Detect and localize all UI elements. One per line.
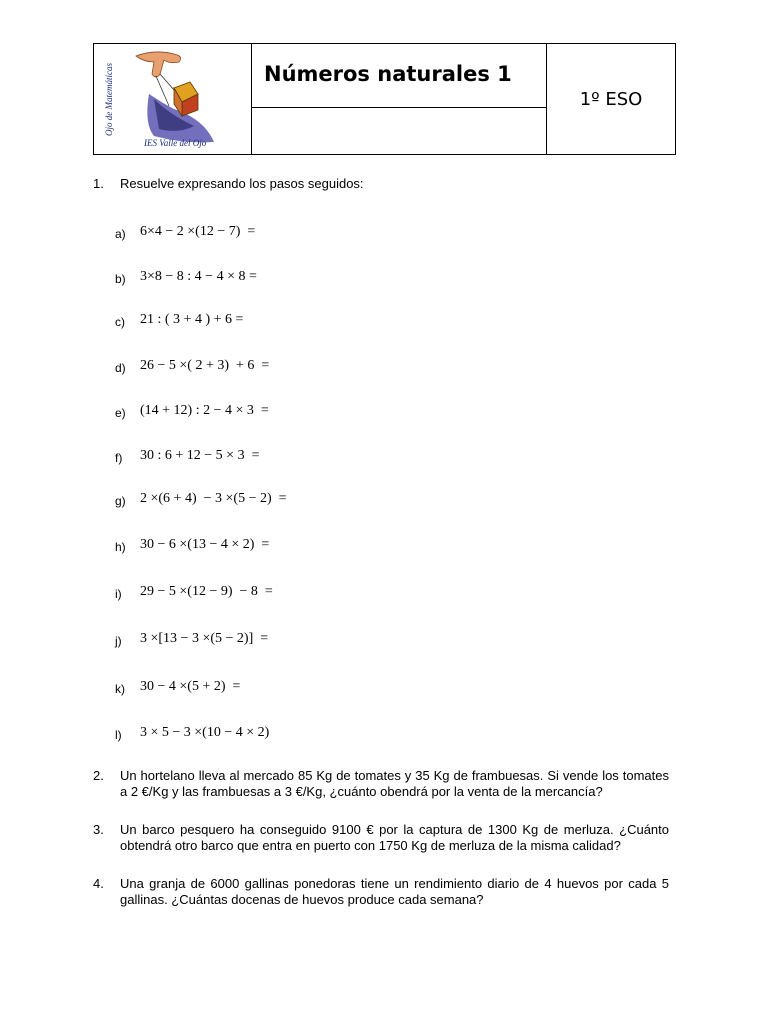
item-label: d) (115, 361, 126, 375)
empty-subtitle-cell (252, 108, 547, 155)
item-expression: 30 − 6 ×(13 − 4 × 2) = (140, 537, 270, 552)
item-label: c) (115, 315, 125, 329)
item-expression: 26 − 5 ×( 2 + 3) + 6 = (140, 358, 270, 373)
item-expression: 3 × 5 − 3 ×(10 − 4 × 2) (140, 725, 270, 740)
item-label: h) (115, 540, 126, 554)
item-label: g) (115, 494, 126, 508)
item-label: i) (115, 587, 122, 601)
item-label: k) (115, 682, 125, 696)
title-cell (252, 44, 547, 108)
item-label: b) (115, 272, 126, 286)
logo-side-text: Ojo de Matemáticas (104, 63, 114, 136)
item-label: f) (115, 451, 123, 465)
question-text: Un hortelano lleva al mercado 85 Kg de tomates y 35 Kg de frambuesas. Si vende los tomates a 2 €/Kg y las frambuesas a 3 €/Kg, ¿cuánto obendrá por la venta de la mercancía? (120, 768, 669, 799)
question-text: Resuelve expresando los pasos seguidos: (120, 176, 364, 191)
grade-label: 1º ESO (579, 88, 643, 110)
item-label: l) (115, 728, 122, 742)
item-expression: 3×8 − 8 : 4 − 4 × 8 = (140, 269, 257, 284)
page-title: Números naturales 1 (264, 62, 512, 86)
school-logo (94, 44, 251, 154)
question-text: Una granja de 6000 gallinas ponedoras tiene un rendimiento diario de 4 huevos por cada 5 gallinas. ¿Cuántas docenas de huevos produce cada semana? (120, 876, 669, 907)
question-number: 1. (93, 176, 104, 191)
logo-bottom-text: IES Valle del Ojo (144, 138, 207, 148)
item-label: j) (115, 634, 122, 648)
item-label: e) (115, 406, 126, 420)
item-label: a) (115, 227, 126, 241)
item-expression: 29 − 5 ×(12 − 9) − 8 = (140, 584, 273, 599)
question-text: Un barco pesquero ha conseguido 9100 € por la captura de 1300 Kg de merluza. ¿Cuánto obtendrá otro barco que entra en puerto con 1750 Kg de merluza de la misma calidad? (120, 822, 669, 853)
item-expression: 2 ×(6 + 4) − 3 ×(5 − 2) = (140, 491, 287, 506)
item-expression: (14 + 12) : 2 − 4 × 3 = (140, 403, 269, 418)
item-expression: 30 : 6 + 12 − 5 × 3 = (140, 448, 260, 463)
grade-cell (547, 44, 676, 155)
question-number: 2. (93, 768, 104, 783)
item-expression: 3 ×[13 − 3 ×(5 − 2)] = (140, 631, 269, 646)
logo-cell (94, 44, 252, 155)
item-expression: 6×4 − 2 ×(12 − 7) = (140, 224, 256, 239)
question-number: 3. (93, 822, 104, 837)
item-expression: 30 − 4 ×(5 + 2) = (140, 679, 241, 694)
header-table (93, 43, 676, 155)
item-expression: 21 : ( 3 + 4 ) + 6 = (140, 312, 244, 327)
question-number: 4. (93, 876, 104, 891)
